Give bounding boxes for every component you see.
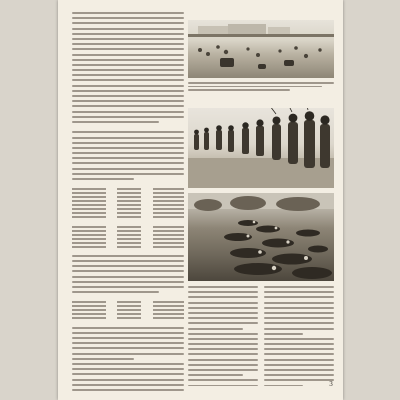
table-cell bbox=[153, 204, 184, 206]
text-line bbox=[264, 348, 334, 350]
text-line bbox=[72, 74, 184, 76]
table-cell bbox=[153, 313, 184, 315]
table-cell bbox=[117, 305, 142, 307]
text-line bbox=[72, 358, 134, 360]
table-cell bbox=[117, 246, 142, 248]
table-row bbox=[72, 226, 184, 228]
table-cell bbox=[153, 196, 184, 198]
table-row bbox=[72, 301, 184, 303]
text-line bbox=[72, 270, 184, 272]
text-line bbox=[72, 276, 184, 278]
text-line bbox=[188, 353, 258, 355]
text-line bbox=[72, 111, 184, 113]
text-line bbox=[72, 116, 184, 118]
text-line bbox=[188, 291, 258, 293]
magazine-page bbox=[58, 0, 343, 400]
text-line bbox=[188, 307, 258, 309]
text-line bbox=[72, 69, 184, 71]
text-line bbox=[72, 291, 159, 293]
table-row bbox=[72, 200, 184, 202]
table-cell bbox=[153, 192, 184, 194]
text-line bbox=[72, 28, 184, 30]
table-cell bbox=[117, 216, 142, 218]
text-line bbox=[72, 286, 184, 288]
text-line bbox=[72, 33, 184, 35]
text-line bbox=[72, 12, 184, 14]
text-line bbox=[72, 147, 184, 149]
table-row bbox=[72, 309, 184, 311]
table-cell bbox=[117, 188, 142, 190]
text-line bbox=[72, 327, 184, 329]
text-line bbox=[264, 364, 334, 366]
text-line bbox=[188, 286, 258, 288]
bottom-text-columns bbox=[188, 286, 334, 386]
text-line bbox=[72, 353, 184, 355]
text-line bbox=[72, 337, 184, 339]
table-cell bbox=[153, 212, 184, 214]
text-line bbox=[264, 359, 334, 361]
text-line bbox=[188, 374, 243, 376]
table-cell bbox=[153, 208, 184, 210]
text-line bbox=[72, 379, 184, 381]
table-row bbox=[72, 196, 184, 198]
table-cell bbox=[117, 204, 142, 206]
text-line bbox=[72, 250, 184, 252]
table-row bbox=[72, 242, 184, 244]
text-line bbox=[72, 79, 184, 81]
bottom-text-column-right bbox=[264, 286, 334, 386]
text-line bbox=[72, 48, 184, 50]
text-line bbox=[264, 333, 303, 335]
text-line bbox=[188, 359, 258, 361]
text-line bbox=[72, 54, 184, 56]
table-cell bbox=[153, 230, 184, 232]
text-line bbox=[72, 22, 184, 24]
table-cell bbox=[72, 246, 106, 248]
table-cell bbox=[117, 313, 142, 315]
text-line bbox=[264, 312, 334, 314]
table-cell bbox=[117, 196, 142, 198]
table-cell bbox=[72, 305, 106, 307]
table-cell bbox=[153, 188, 184, 190]
table-cell bbox=[72, 301, 106, 303]
text-line bbox=[188, 343, 258, 345]
text-line bbox=[72, 368, 184, 370]
table-cell bbox=[153, 200, 184, 202]
table-cell bbox=[117, 226, 142, 228]
text-line bbox=[72, 281, 184, 283]
photo-barracks-field-image bbox=[188, 20, 334, 78]
text-line bbox=[188, 333, 258, 335]
text-line bbox=[72, 296, 184, 298]
text-line bbox=[72, 342, 184, 344]
text-line bbox=[72, 220, 184, 222]
table-cell bbox=[117, 301, 142, 303]
table-cell bbox=[117, 242, 142, 244]
text-line bbox=[72, 59, 184, 61]
text-line bbox=[72, 17, 184, 19]
text-line bbox=[264, 307, 334, 309]
text-line bbox=[264, 296, 334, 298]
table-row bbox=[72, 246, 184, 248]
table-cell bbox=[72, 204, 106, 206]
text-line bbox=[264, 379, 334, 381]
table-row bbox=[72, 313, 184, 315]
text-line bbox=[188, 379, 258, 381]
table-cell bbox=[72, 188, 106, 190]
table-row bbox=[72, 192, 184, 194]
table-row bbox=[72, 230, 184, 232]
photo-caption-top bbox=[188, 82, 334, 93]
table-cell bbox=[117, 230, 142, 232]
text-line bbox=[264, 286, 334, 288]
text-line bbox=[188, 317, 258, 319]
table-row bbox=[72, 208, 184, 210]
text-line bbox=[188, 348, 258, 350]
text-line bbox=[72, 90, 184, 92]
text-line bbox=[264, 322, 334, 324]
text-line bbox=[188, 328, 243, 330]
text-line bbox=[72, 43, 184, 45]
text-line bbox=[72, 168, 184, 170]
table-cell bbox=[153, 234, 184, 236]
table-cell bbox=[72, 196, 106, 198]
table-cell bbox=[117, 212, 142, 214]
text-line bbox=[188, 296, 258, 298]
text-line bbox=[264, 317, 334, 319]
text-line bbox=[188, 302, 258, 304]
photo-soldiers-advancing-image bbox=[188, 108, 334, 188]
text-line bbox=[72, 121, 159, 123]
table-cell bbox=[72, 313, 106, 315]
text-line bbox=[72, 152, 184, 154]
table-cell bbox=[117, 309, 142, 311]
table-cell bbox=[72, 212, 106, 214]
text-line bbox=[72, 137, 184, 139]
text-line bbox=[264, 302, 334, 304]
photo-soldiers-advancing bbox=[188, 108, 334, 188]
text-line bbox=[188, 364, 258, 366]
text-line bbox=[72, 95, 184, 97]
photo-soldiers-prone-line bbox=[188, 193, 334, 281]
text-line bbox=[72, 126, 184, 128]
table-row bbox=[72, 238, 184, 240]
text-line bbox=[72, 38, 184, 40]
table-row bbox=[72, 204, 184, 206]
text-line bbox=[188, 338, 258, 340]
text-line bbox=[72, 363, 184, 365]
text-line bbox=[264, 374, 334, 376]
table-row bbox=[72, 216, 184, 218]
text-line bbox=[264, 338, 334, 340]
text-line bbox=[72, 142, 184, 144]
table-cell bbox=[72, 234, 106, 236]
text-line bbox=[264, 369, 334, 371]
table-cell bbox=[72, 238, 106, 240]
text-line bbox=[72, 373, 184, 375]
table-row bbox=[72, 188, 184, 190]
table-cell bbox=[72, 200, 106, 202]
table-cell bbox=[153, 305, 184, 307]
text-line bbox=[264, 328, 334, 330]
table-cell bbox=[153, 226, 184, 228]
text-line bbox=[264, 291, 334, 293]
table-cell bbox=[72, 317, 106, 319]
text-line bbox=[72, 105, 184, 107]
table-row bbox=[72, 212, 184, 214]
text-line bbox=[72, 131, 184, 133]
text-line bbox=[264, 353, 334, 355]
page-number: 3 bbox=[329, 381, 333, 388]
table-cell bbox=[153, 242, 184, 244]
text-line bbox=[264, 343, 334, 345]
table-cell bbox=[153, 317, 184, 319]
table-cell bbox=[117, 317, 142, 319]
photo-barracks-field bbox=[188, 20, 334, 78]
table-row bbox=[72, 234, 184, 236]
table-cell bbox=[117, 238, 142, 240]
text-line bbox=[72, 100, 184, 102]
table-cell bbox=[153, 216, 184, 218]
table-row bbox=[72, 305, 184, 307]
text-line bbox=[72, 85, 184, 87]
text-line bbox=[72, 178, 134, 180]
left-text-column bbox=[72, 12, 184, 392]
text-line bbox=[72, 347, 184, 349]
bottom-text-column-left bbox=[188, 286, 258, 386]
text-line bbox=[72, 162, 184, 164]
photo-soldiers-prone-line-image bbox=[188, 193, 334, 281]
text-line bbox=[188, 322, 258, 324]
text-line bbox=[188, 312, 258, 314]
table-cell bbox=[117, 208, 142, 210]
table-cell bbox=[72, 226, 106, 228]
table-cell bbox=[153, 301, 184, 303]
text-line bbox=[264, 385, 303, 386]
text-line bbox=[72, 64, 184, 66]
table-cell bbox=[72, 242, 106, 244]
text-line bbox=[72, 332, 184, 334]
text-line bbox=[72, 321, 184, 323]
table-cell bbox=[117, 192, 142, 194]
text-line bbox=[72, 183, 184, 185]
table-cell bbox=[117, 200, 142, 202]
table-cell bbox=[117, 234, 142, 236]
table-cell bbox=[153, 246, 184, 248]
text-line bbox=[72, 173, 184, 175]
text-line bbox=[72, 265, 184, 267]
table-cell bbox=[153, 309, 184, 311]
table-cell bbox=[72, 309, 106, 311]
table-cell bbox=[72, 230, 106, 232]
text-line bbox=[72, 389, 184, 391]
table-cell bbox=[153, 238, 184, 240]
text-line bbox=[72, 255, 184, 257]
table-cell bbox=[72, 208, 106, 210]
text-line bbox=[72, 260, 184, 262]
table-cell bbox=[72, 216, 106, 218]
text-line bbox=[72, 384, 184, 386]
text-line bbox=[72, 157, 184, 159]
text-line bbox=[188, 369, 258, 371]
table-row bbox=[72, 317, 184, 319]
table-cell bbox=[72, 192, 106, 194]
text-line bbox=[188, 385, 258, 386]
